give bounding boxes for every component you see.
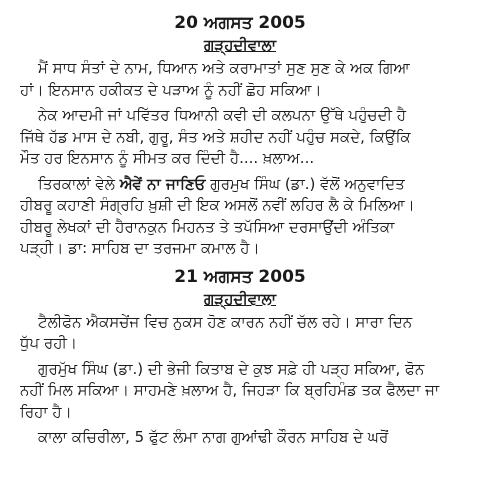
book-title: ਐਵੇਂ ਨਾ ਜਾਣਿਓ (119, 174, 206, 193)
entry-place: ਗੜ੍ਹਦੀਵਾਲਾ (203, 36, 276, 54)
text-line: ਧੁੱਪ ਰਹੀ। (20, 334, 78, 352)
text-line (20, 174, 460, 196)
entry-date: 20 ਅਗਸਤ 2005 (174, 13, 306, 33)
text-line: ਟੈਲੀਫੋਨ ਐਕਸਚੇਂਜ ਵਿਚ ਨੁਕਸ ਹੋਣ ਕਾਰਨ ਨਹੀਂ ਚੱਲ ਰਹੇ। ਸਾਰਾ ਦਿਨ (38, 312, 413, 331)
text-prefix: ਤਿਰਕਾਲਾਂ ਵੇਲੇ (38, 174, 120, 193)
diary-entry-1 (20, 12, 460, 260)
diary-entry-2 (20, 266, 460, 449)
text-line: ਪੜ੍ਹੀ। ਡਾ: ਸਾਹਿਬ ਦਾ ਤਰਜਮਾ ਕਮਾਲ ਹੈ। (20, 239, 260, 257)
text-line: ਹੀਬਰੂ ਕਹਾਣੀ ਸੰਗ੍ਰਹਿ ਖ਼ੁਸ਼ੀ ਦੀ ਇਕ ਅਸਲੋਂ ਨਵੀਂ ਲਹਿਰ ਲੈ ਕੇ ਮਿਲਿਆ। (20, 196, 415, 214)
text-line: ਮੌਤ ਹਰ ਇਨਸਾਨ ਨੂੰ ਸੀਮਤ ਕਰ ਦਿੰਦੀ ਹੈ.... ਖ਼ਲਾਅ... (20, 149, 315, 167)
paragraph (20, 427, 460, 449)
entry-date: 21 ਅਗਸਤ 2005 (174, 266, 306, 287)
paragraph (20, 359, 460, 424)
paragraph (20, 58, 460, 101)
text-line: ਹੀਬਰੂ ਲੇਖਕਾਂ ਦੀ ਹੈਰਾਨਕੁਨ ਮਿਹਨਤ ਤੇ ਤਪੱਸਿਆ ਦਰਸਾਉਂਦੀ ਅੰਤਿਕਾ (20, 217, 395, 236)
paragraph (20, 174, 460, 260)
text-line: ਨਹੀਂ ਮਿਲ ਸਕਿਆ। ਸਾਹਮਣੇ ਖ਼ਲਾਅ ਹੈ, ਜਿਹੜਾ ਕਿ ਬ੍ਰਹਿਮੰਡ ਤਕ ਫੈਲਦਾ ਜਾ (20, 381, 440, 399)
entry-place: ਗੜ੍ਹਦੀਵਾਲਾ (203, 289, 276, 308)
text-line: ਹਾਂ। ਇਨਸਾਨ ਹਕੀਕਤ ਦੇ ਪੜਾਅ ਨੂੰ ਨਹੀਂ ਛੋਹ ਸਕਿਆ। (20, 80, 322, 99)
text-line: ਨੇਕ ਆਦਮੀ ਜਾਂ ਪਵਿੱਤਰ ਧਿਆਨੀ ਕਵੀ ਦੀ ਕਲਪਨਾ ਉੱਥੇ ਪਹੁੰਚਦੀ ਹੈ (38, 106, 406, 124)
text-line: ਰਿਹਾ ਹੈ। (20, 402, 72, 421)
text-line: ਕਾਲਾ ਕਚਿਰੀਲਾ, 5 ਫੁੱਟ ਲੰਮਾ ਨਾਗ ਗੁਆਂਢੀ ਕੌਰਨ ਸਾਹਿਬ ਦੇ ਘਰੋਂ (38, 428, 389, 446)
text-suffix: ਗੁਰਮੁਖ ਸਿੰਘ (ਡਾ.) ਵੱਲੋਂ ਅਨੁਵਾਦਿਤ (205, 174, 405, 193)
text-line: ਮੈਂ ਸਾਧ ਸੰਤਾਂ ਦੇ ਨਾਮ, ਧਿਆਨ ਅਤੇ ਕਰਾਮਾਤਾਂ ਸੁਣ ਸੁਣ ਕੇ ਅਕ ਗਿਆ (38, 59, 410, 77)
text-line: ਜਿੱਥੇ ਹੱਡ ਮਾਸ ਦੇ ਨਬੀ, ਗੁਰੂ, ਸੰਤ ਅਤੇ ਸ਼ਹੀਦ ਨਹੀਂ ਪਹੁੰਚ ਸਕਦੇ, ਕਿਉਂਕਿ (20, 127, 411, 146)
text-line: ਗੁਰਮੁੱਖ ਸਿੰਘ (ਡਾ.) ਦੀ ਭੇਜੀ ਕਿਤਾਬ ਦੇ ਕੁਝ ਸਫ਼ੇ ਹੀ ਪੜ੍ਹ ਸਕਿਆ, ਫੋਨ (38, 359, 425, 378)
paragraph (20, 312, 460, 355)
paragraph (20, 105, 460, 170)
